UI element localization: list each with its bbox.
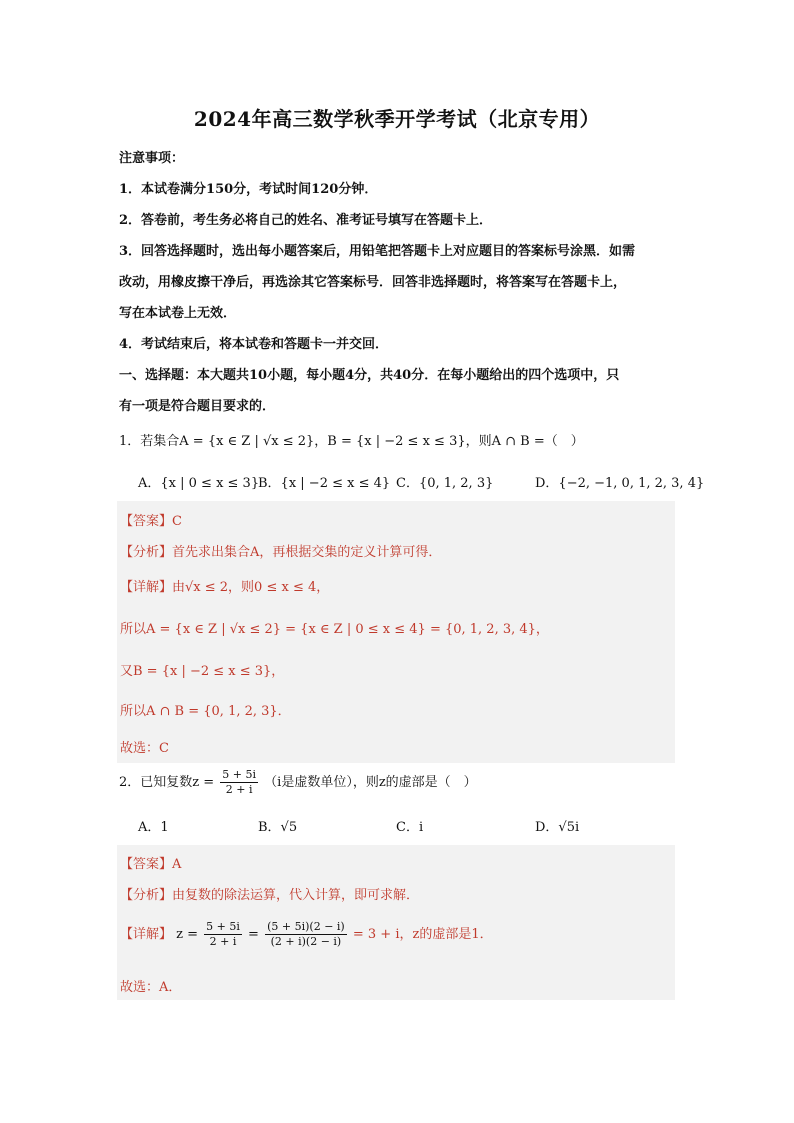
note-item-2: 2．答卷前，考生务必将自己的姓名、准考证号填写在答题卡上． bbox=[119, 213, 493, 228]
option-a: A．{x | 0 ≤ x ≤ 3} bbox=[138, 476, 260, 491]
note-item-3-cont: 改动，用橡皮擦干净后，再选涂其它答案标号．回答非选择题时，将答案写在答题卡上， bbox=[119, 275, 627, 290]
answer-value: C bbox=[172, 514, 182, 529]
question-1-solution bbox=[117, 501, 675, 763]
fraction-denominator: (2 + i)(2 − i) bbox=[270, 935, 342, 948]
fraction-numerator: (5 + 5i)(2 − i) bbox=[267, 920, 345, 933]
analysis-text: 首先求出集合A，再根据交集的定义计算可得． bbox=[172, 545, 442, 560]
note-item-1: 1．本试卷满分150分，考试时间120分钟． bbox=[119, 182, 378, 197]
q2-answer-line bbox=[120, 853, 181, 872]
analysis-text: 由复数的除法运算，代入计算，即可求解． bbox=[172, 888, 420, 903]
q2-stem-fraction bbox=[220, 768, 258, 797]
option-b: B．{x | −2 ≤ x ≤ 4} bbox=[258, 476, 391, 491]
q1-detail-line-3: 又B = {x | −2 ≤ x ≤ 3}， bbox=[120, 664, 285, 679]
option-a: A．1 bbox=[138, 820, 169, 835]
q2-stem-suffix: （i是虚数单位），则z的虚部是（ ） bbox=[264, 775, 477, 790]
q2-detail-prefix: z = bbox=[176, 927, 199, 942]
answer-tag: 【答案】 bbox=[120, 514, 173, 529]
q2-detail-line: 【详解】 z = $\frac{5 + 5i}{2 + i}$ = $\frac{(5 + 5i)(2 - i)}{(2 + i)(2 - i)}$ = 3 + i，z的虚部是1． bbox=[120, 920, 493, 948]
fraction-numerator: 5 + 5i bbox=[222, 768, 257, 781]
q1-detail-line-2: 所以A = {x ∈ Z | √x ≤ 2} = {x ∈ Z | 0 ≤ x ≤ 4} = {0, 1, 2, 3, 4}， bbox=[120, 622, 549, 637]
detail-tag: 【详解】 bbox=[120, 927, 173, 942]
q1-answer-line bbox=[120, 510, 182, 529]
question-2-stem bbox=[119, 768, 477, 797]
question-1-stem: 1．若集合A = {x ∈ Z | √x ≤ 2}，B = {x | −2 ≤ x ≤ 3}，则A ∩ B =（ ） bbox=[119, 434, 584, 449]
page-title: 2024年高三数学秋季开学考试（北京专用） bbox=[193, 107, 601, 131]
option-c: C．{0, 1, 2, 3} bbox=[396, 476, 494, 491]
q2-detail-suffix: = 3 + i，z的虚部是1． bbox=[352, 927, 493, 942]
q2-stem-prefix: 2．已知复数z = bbox=[119, 775, 215, 790]
q2-detail-fraction-1 bbox=[204, 920, 242, 949]
note-item-3: 3．回答选择题时，选出每小题答案后，用铅笔把答题卡上对应题目的答案标号涂黑．如需 bbox=[119, 244, 636, 259]
detail-text: 由√x ≤ 2，则0 ≤ x ≤ 4， bbox=[172, 580, 330, 595]
notes-heading: 注意事项： bbox=[119, 151, 185, 166]
q1-analysis-line bbox=[120, 541, 441, 560]
note-item-4: 4．考试结束后，将本试卷和答题卡一并交回． bbox=[119, 337, 389, 352]
analysis-tag: 【分析】 bbox=[120, 545, 173, 560]
option-d: D．{−2, −1, 0, 1, 2, 3, 4} bbox=[535, 476, 705, 491]
option-c: C．i bbox=[396, 820, 424, 835]
q1-detail-line-4: 所以A ∩ B = {0, 1, 2, 3}． bbox=[120, 704, 291, 719]
q1-choice-line: 故选：C bbox=[120, 741, 169, 756]
analysis-tag: 【分析】 bbox=[120, 888, 173, 903]
question-2-solution bbox=[117, 845, 675, 1000]
q2-choice-line: 故选：A． bbox=[120, 980, 182, 995]
section-heading: 一、选择题：本大题共10小题，每小题4分，共40分．在每小题给出的四个选项中，只 bbox=[119, 368, 620, 383]
fraction-numerator: 5 + 5i bbox=[206, 920, 240, 933]
detail-tag: 【详解】 bbox=[120, 580, 173, 595]
answer-tag: 【答案】 bbox=[120, 857, 173, 872]
answer-value: A bbox=[172, 857, 182, 872]
q1-detail-line bbox=[120, 576, 329, 595]
note-item-3-end: 写在本试卷上无效． bbox=[119, 306, 237, 321]
option-b: B．√5 bbox=[258, 820, 298, 835]
q2-analysis-line bbox=[120, 884, 419, 903]
fraction-denominator: 2 + i bbox=[209, 935, 237, 948]
section-heading-cont: 有一项是符合题目要求的． bbox=[119, 399, 276, 414]
option-d: D．√5i bbox=[535, 820, 580, 835]
q2-detail-fraction-2 bbox=[265, 920, 347, 949]
fraction-denominator: 2 + i bbox=[225, 783, 253, 796]
